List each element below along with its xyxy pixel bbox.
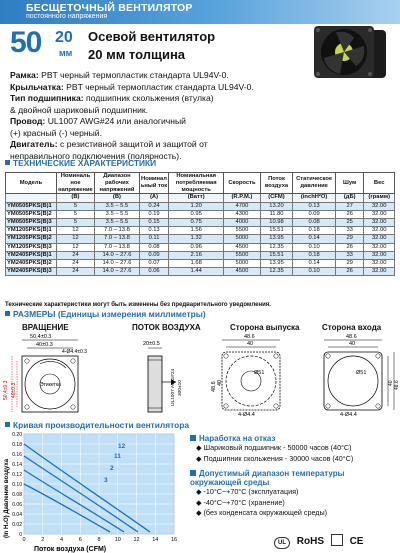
- x-axis-title: Поток воздуха (CFM): [34, 546, 107, 553]
- y-tick-label: 0.12: [12, 472, 22, 478]
- y-axis-title: (In H₂O) Давление воздуха: [4, 458, 10, 538]
- table-cell: 12.35: [260, 268, 293, 276]
- product-thickness: 20 мм толщина: [88, 47, 186, 62]
- product-name: Осевой вентилятор: [88, 29, 216, 44]
- table-cell: 25: [335, 219, 363, 227]
- table-cell: 0.10: [293, 268, 336, 276]
- env-line: ◆ (без конденсата окружающей среды): [196, 508, 328, 517]
- table-cell: 32.00: [364, 202, 395, 210]
- y-tick-label: 0.18: [12, 442, 22, 448]
- table-cell: 26: [335, 243, 363, 251]
- col-header: Номинал ьный ток: [139, 173, 168, 194]
- col-header: Статическое давление: [293, 173, 336, 194]
- col-header: Модель: [6, 173, 57, 194]
- table-cell: 12: [56, 227, 94, 235]
- table-cell: 0.75: [169, 219, 224, 227]
- model-cell: YM2405PKS(B)3: [6, 268, 57, 276]
- table-cell: 4000: [224, 219, 261, 227]
- table-cell: 0.13: [139, 227, 168, 235]
- table-cell: 32.00: [364, 243, 395, 251]
- table-cell: 12: [56, 243, 94, 251]
- x-tick-label: 6: [78, 537, 82, 543]
- x-tick-label: 12: [133, 537, 140, 543]
- size-indicator: [0, 26, 84, 66]
- table-cell: 0.09: [293, 210, 336, 218]
- col-header: Номинальная потребляемая мощность: [169, 173, 224, 194]
- spec-line: Тип подшипника: подшипник скольжения (втулка): [10, 93, 214, 103]
- table-row: [6, 235, 395, 243]
- table-cell: 32.00: [364, 251, 395, 259]
- x-tick-labels: [22, 537, 177, 543]
- table-cell: 0.14: [293, 235, 336, 243]
- table-cell: 0.14: [293, 260, 336, 268]
- label-inlet: Сторона входа: [322, 323, 382, 332]
- col-header: Шум: [335, 173, 363, 194]
- y-tick-label: 0.02: [12, 522, 22, 528]
- model-cell: YM2405PKS(B)2: [6, 260, 57, 268]
- y-tick-label: 0.20: [12, 432, 22, 438]
- tuv-logo-icon: [331, 534, 343, 546]
- y-tick-label: 0.08: [12, 492, 22, 498]
- label-sticker: Этикетка: [40, 382, 61, 388]
- wire-length: 300±10: [178, 380, 183, 396]
- ul-logo-icon: UL: [274, 537, 290, 549]
- table-cell: 26: [335, 268, 363, 276]
- table-cell: 29: [335, 235, 363, 243]
- dim-vert-50: 50,4±0.3: [3, 380, 9, 400]
- spec-line: Крыльчатка: PBT черный термопластик стандарта UL94V-0.: [10, 81, 254, 92]
- table-cell: 3.5 – 5.5: [95, 202, 140, 210]
- square-bullet-icon: [190, 435, 196, 441]
- table-cell: 0.13: [293, 202, 336, 210]
- col-header: Диапазон рабочих напряжений: [95, 173, 140, 194]
- table-cell: 29: [335, 260, 363, 268]
- inlet-holes: 4-Ø4.4: [340, 412, 357, 416]
- table-cell: 11.80: [260, 210, 293, 218]
- x-tick-label: 10: [114, 537, 121, 543]
- table-cell: 13.95: [260, 235, 293, 243]
- table-cell: 0.09: [139, 251, 168, 259]
- rohs-logo: RoHS: [296, 536, 325, 547]
- y-tick-label: 0.16: [12, 452, 22, 458]
- table-cell: 1.44: [169, 268, 224, 276]
- table-cell: 13.20: [260, 202, 293, 210]
- table-cell: 7.0 – 13.8: [95, 227, 140, 235]
- table-footnote: Технические характеристики могут быть изменены без предварительного уведомления.: [5, 302, 271, 308]
- spec-line: неправильного подключения (полярность).: [10, 150, 182, 161]
- model-cell: YM1205PKS(B)1: [6, 227, 57, 235]
- spec-line: Рамка: PBT черный термопластик стандарта UL94V-0.: [10, 70, 229, 80]
- table-row: [6, 268, 395, 276]
- table-cell: 5: [56, 202, 94, 210]
- table-cell: 32.00: [364, 210, 395, 218]
- header-banner: [0, 0, 400, 24]
- table-cell: 14.0 – 27.6: [95, 260, 140, 268]
- ce-logo: CE: [349, 536, 364, 547]
- table-cell: 0.07: [139, 260, 168, 268]
- wire-note: UL1007 AWG#24: [171, 368, 176, 406]
- col-header: Вес: [364, 173, 395, 194]
- outlet-dim-48: 48.6: [244, 334, 255, 340]
- table-row: [6, 243, 395, 251]
- y-tick-label: 0.06: [12, 502, 22, 508]
- model-cell: YM2405PKS(B)1: [6, 251, 57, 259]
- table-cell: 5: [56, 210, 94, 218]
- table-cell: 4500: [224, 268, 261, 276]
- dim-20: 20±0.5: [143, 341, 160, 347]
- drawing-svg: [0, 334, 400, 416]
- y-tick-label: 0.10: [12, 482, 22, 488]
- table-cell: 10.98: [260, 219, 293, 227]
- model-cell: YM0505PKS(B)2: [6, 210, 57, 218]
- table-cell: 15.51: [260, 227, 293, 235]
- table-cell: 32.00: [364, 268, 395, 276]
- y-tick-label: 0: [19, 532, 22, 538]
- y-tick-label: 0.04: [12, 512, 22, 518]
- table-cell: 0.95: [169, 210, 224, 218]
- outlet-vert-40: 40: [217, 379, 223, 386]
- curve-label: 11: [114, 453, 121, 460]
- table-cell: 4500: [224, 243, 261, 251]
- outlet-dim-40: 40: [247, 341, 254, 347]
- performance-curve: [0, 430, 190, 553]
- col-header: Номиналь ное напряжение: [58, 173, 93, 193]
- table-row: [6, 219, 395, 227]
- env-title: Допустимый диапазон температуры окружающей среды: [190, 469, 345, 487]
- table-cell: 0.08: [293, 219, 336, 227]
- x-tick-label: 14: [152, 537, 159, 543]
- table-cell: 1.32: [169, 235, 224, 243]
- table-cell: 0.11: [139, 235, 168, 243]
- outlet-holes: 4-Ø4.4: [238, 412, 255, 416]
- x-tick-label: 2: [41, 537, 45, 543]
- section-curve-title: Кривая производительности вентилятора: [5, 420, 189, 430]
- x-tick-label: 0: [22, 537, 26, 543]
- table-row: [6, 210, 395, 218]
- x-tick-label: 4: [59, 537, 64, 543]
- model-cell: YM1205PKS(B)3: [6, 243, 57, 251]
- right-info-panel: [190, 434, 400, 553]
- col-header: Скорость: [224, 173, 261, 194]
- units-row: (В) (В) (А) (Ватт) (R.P.M.) (CFM) (inchH²O) (дБ) (грамм): [6, 194, 395, 202]
- dim-40: 40±0.3: [36, 342, 53, 348]
- table-header-row: [6, 173, 395, 194]
- table-cell: 5500: [224, 251, 261, 259]
- model-cell: YM0505PKS(B)3: [6, 219, 57, 227]
- table-cell: 2.16: [169, 251, 224, 259]
- dimension-drawings: [0, 316, 400, 416]
- dim-vert-40: 40±0.3: [11, 382, 17, 398]
- table-cell: 0.10: [293, 243, 336, 251]
- table-cell: 7.0 – 13.8: [95, 235, 140, 243]
- x-tick-label: 8: [97, 537, 101, 543]
- square-bullet-icon: [190, 470, 196, 476]
- bullet-icon: [5, 160, 10, 165]
- table-cell: 14.0 – 27.6: [95, 268, 140, 276]
- spec-table: [5, 172, 395, 276]
- table-cell: 0.18: [293, 251, 336, 259]
- cert-logos: [274, 534, 363, 549]
- table-cell: 33: [335, 251, 363, 259]
- table-cell: 3.5 – 5.5: [95, 210, 140, 218]
- table-cell: 0.19: [139, 210, 168, 218]
- section-sizes-title: РАЗМЕРЫ (Единицы измерения миллиметры): [5, 309, 206, 319]
- env-line: ◆ -10°C~+70°C (эксплуатация): [196, 487, 299, 496]
- table-cell: 32.00: [364, 227, 395, 235]
- spec-line: Провод: UL1007 AWG#24 или аналогичный: [10, 116, 186, 126]
- banner-subtitle: постоянного напряжения: [26, 13, 108, 20]
- table-cell: 13.95: [260, 260, 293, 268]
- model-cell: YM1205PKS(B)2: [6, 235, 57, 243]
- spec-line: Двигатель: с резистивной защитой и защитой от: [10, 139, 208, 149]
- table-cell: 0.18: [293, 227, 336, 235]
- curve-label: 3: [104, 477, 108, 484]
- table-row: [6, 251, 395, 259]
- y-tick-labels: [12, 432, 22, 538]
- table-cell: 15.51: [260, 251, 293, 259]
- table-cell: 12: [56, 235, 94, 243]
- table-cell: 4300: [224, 210, 261, 218]
- table-cell: 3.5 – 5.5: [95, 219, 140, 227]
- size-20: 20: [55, 29, 73, 46]
- spec-line: & двойной шариковый подшипник.: [10, 104, 149, 115]
- table-cell: 26: [335, 210, 363, 218]
- mtbf-line: ◆ Шариковый подшипник - 50000 часов (40°C): [196, 443, 352, 452]
- table-row: [6, 260, 395, 268]
- table-cell: 0.24: [139, 202, 168, 210]
- table-cell: 7.0 – 13.8: [95, 243, 140, 251]
- curve-label: 2: [110, 465, 114, 472]
- label-outlet: Сторона выпуска: [230, 323, 300, 332]
- table-cell: 32.00: [364, 260, 395, 268]
- table-cell: 1.68: [169, 260, 224, 268]
- table-cell: 5000: [224, 260, 261, 268]
- col-header: Поток воздуха: [260, 173, 293, 194]
- table-cell: 27: [335, 202, 363, 210]
- size-50: 50: [10, 26, 42, 59]
- table-cell: 5000: [224, 235, 261, 243]
- fan-photo: [256, 24, 396, 82]
- outlet-dim-phi: Ø51: [254, 370, 265, 376]
- curve-label: 12: [118, 443, 126, 450]
- x-tick-label: 16: [170, 537, 178, 543]
- inlet-dim-40: 40: [349, 341, 356, 347]
- table-cell: 0.15: [139, 219, 168, 227]
- size-unit: мм: [59, 48, 73, 58]
- table-row: [6, 227, 395, 235]
- table-cell: 32.00: [364, 235, 395, 243]
- label-rotation: ВРАЩЕНИЕ: [22, 323, 69, 332]
- label-airflow: ПОТОК ВОЗДУХА: [132, 323, 201, 332]
- mtbf-title: Наработка на отказ: [190, 434, 400, 443]
- table-cell: 1.20: [169, 202, 224, 210]
- inlet-dim-phi: Ø51: [356, 370, 367, 376]
- y-tick-label: 0.14: [12, 462, 22, 468]
- table-cell: 24: [56, 260, 94, 268]
- bullet-icon: [5, 422, 10, 427]
- table-cell: 32.00: [364, 219, 395, 227]
- table-cell: 4700: [224, 202, 261, 210]
- outlet-vert-48: 48.6: [211, 381, 217, 392]
- mtbf-line: ◆ Подшипник скольжения - 30000 часов (40°C): [196, 453, 354, 463]
- dim-50: 50,4±0.3: [30, 334, 52, 340]
- table-cell: 33: [335, 227, 363, 235]
- table-cell: 1.56: [169, 227, 224, 235]
- table-cell: 5: [56, 219, 94, 227]
- model-cell: YM0505PKS(B)1: [6, 202, 57, 210]
- inlet-vert-40: 40: [388, 380, 394, 386]
- table-cell: 12.35: [260, 243, 293, 251]
- inlet-dim-48: 48.6: [346, 334, 357, 340]
- section-tech-title: ТЕХНИЧЕСКИЕ ХАРАКТЕРИСТИКИ: [5, 158, 156, 168]
- inlet-vert-48: 48.6: [394, 380, 400, 390]
- table-cell: 0.08: [139, 243, 168, 251]
- table-cell: 0.96: [169, 243, 224, 251]
- table-cell: 24: [56, 251, 94, 259]
- spec-list: [10, 70, 270, 162]
- outlet-view: [222, 340, 280, 410]
- table-row: [6, 202, 395, 210]
- table-cell: 5500: [224, 227, 261, 235]
- dim-holes: 4-Ø4.4±0.3: [62, 349, 87, 355]
- banner-title: БЕСЩЕТОЧНЫЙ ВЕНТИЛЯТОР: [26, 2, 193, 14]
- table-cell: 0.06: [139, 268, 168, 276]
- table-cell: 24: [56, 268, 94, 276]
- table-cell: 14.0 – 27.6: [95, 251, 140, 259]
- env-line: ◆ -40°C~+70°C (хранение): [196, 497, 285, 507]
- spec-line: (+) красный (-) черный.: [10, 127, 102, 138]
